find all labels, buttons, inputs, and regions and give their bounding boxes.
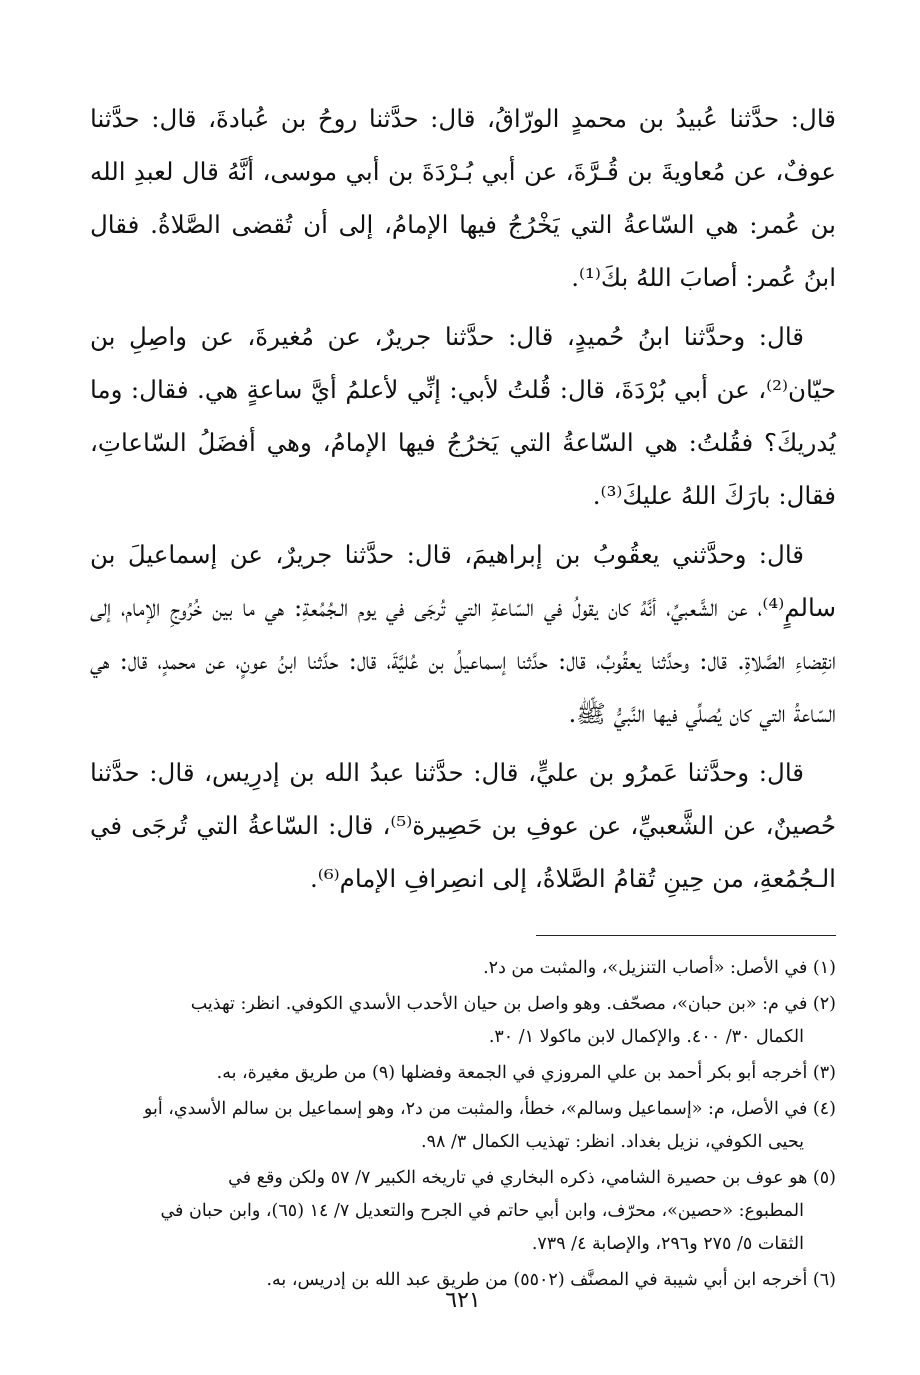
footnote-line: (٤) في الأصل، م: «إسماعيل وسالم»، خطأ، والمثبت من د٢، وهو إسماعيل بن سالم الأسدي، أبو [143,1099,836,1119]
paragraph-2: قال: وحدَّثنا ابنُ حُميدٍ، قال: حدَّثنا جريرٌ، عن مُغيرةَ، عن واصِلِ بن حيّان⁽²⁾، عن أبي بُرْدَةَ، قال: قُلتُ لأبي: إنِّي لأعلمُ أيَّ ساعةٍ هي. فقال: وما يُدريكَ؟ فقُلتُ: هي السّاعةُ التي يَخرُجُ فيها الإمامُ، وهي أفضَلُ السّاعاتِ، فقال: بارَكَ اللهُ عليكَ⁽³⁾. [90,322,836,510]
main-text [90,92,836,905]
book-page [90,92,836,1352]
footnotes [90,952,836,1297]
paragraph-3: قال: وحدَّثني يعقُوبُ بن إبراهيمَ، قال: حدَّثنا جريرٌ، عن إسماعيلَ بن سالمٍ⁽⁴⁾، عن الشَّعبيِّ، أنَّهُ كان يقولُ في السّاعةِ التي تُرجَى في يوم الـجُمُعةِ: هي ما بين خُرُوجِ الإمام، إلى انقِضاءِ الصَّلاةِ. قال: وحدَّثنا يعقُوبُ، قال: حدَّثنا إسماعيلُ بن عُليَّةَ، قال: حدَّثنا ابنُ عونٍ، عن محمدٍ، قال: هي السّاعةُ التي كان يُصلِّي فيها النَّبيُّ ﷺ. [90,540,836,728]
footnote-line: (٦) أخرجه ابن أبي شيبة في المصنَّف (٥٥٠٢) من طريق عبد الله بن إدريس، به. [266,1270,836,1290]
footnote-line: الثقات ٥/ ٢٧٥ و٢٩٦، والإصابة ٤/ ٧٣٩. [531,1234,804,1254]
paragraph-4: قال: وحدَّثنا عَمرُو بن عليٍّ، قال: حدَّثنا عبدُ الله بن إدرِيس، قال: حدَّثنا حُصينٌ، عن الشَّعبيِّ، عن عوفِ بن حَصِيرة⁽⁵⁾، قال: السّاعةُ التي تُرجَى في الـجُمُعةِ، من حِينِ تُقامُ الصَّلاةُ، إلى انصِرافِ الإمام⁽⁶⁾. [90,758,836,893]
footnote-line: (٢) في م: «بن حبان»، مصحّف. وهو واصل بن حيان الأحدب الأسدي الكوفي. انظر: تهذيب [190,994,836,1014]
footnote-line: الكمال ٣٠/ ٤٠٠. والإكمال لابن ماكولا ١/ ٣٠. [488,1027,804,1047]
footnote-separator [536,935,836,936]
paragraph-1: قال: حدَّثنا عُبيدُ بن محمدٍ الورّاقُ، قال: حدَّثنا روحُ بن عُبادةَ، قال: حدَّثنا عوفٌ، عن مُعاويةَ بن قُـرَّةَ، عن أبي بُـرْدَةَ بن أبي موسى، أنَّهُ قال لعبدِ الله بن عُمر: هي السّاعةُ التي يَخْرُجُ فيها الإمامُ، إلى أن تُقضى الصَّلاةُ. فقال ابنُ عُمر: أصابَ اللهُ بكَ⁽¹⁾. [90,104,836,292]
footnote-4 [90,1093,836,1159]
footnote-1 [90,952,836,985]
footnote-5 [90,1162,836,1261]
footnote-3 [90,1057,836,1090]
footnote-line: (٥) هو عوف بن حصيرة الشامي، ذكره البخاري في تاريخه الكبير ٧/ ٥٧ ولكن وقع في [228,1168,836,1188]
footnote-line: المطبوع: «حصين»، محرّف، وابن أبي حاتم في الجرح والتعديل ٧/ ١٤ (٦٥)، وابن حبان في [160,1201,804,1221]
footnote-line: (١) في الأصل: «أصاب التنزيل»، والمثبت من د٢. [483,958,836,978]
page-number: ٦٢١ [445,1288,481,1313]
footnote-line: يحيى الكوفي، نزيل بغداد. انظر: تهذيب الكمال ٣/ ٩٨. [421,1132,804,1152]
footnote-2 [90,988,836,1054]
footnote-line: (٣) أخرجه أبو بكر أحمد بن علي المروزي في الجمعة وفضلها (٩) من طريق مغيرة، به. [216,1063,836,1083]
